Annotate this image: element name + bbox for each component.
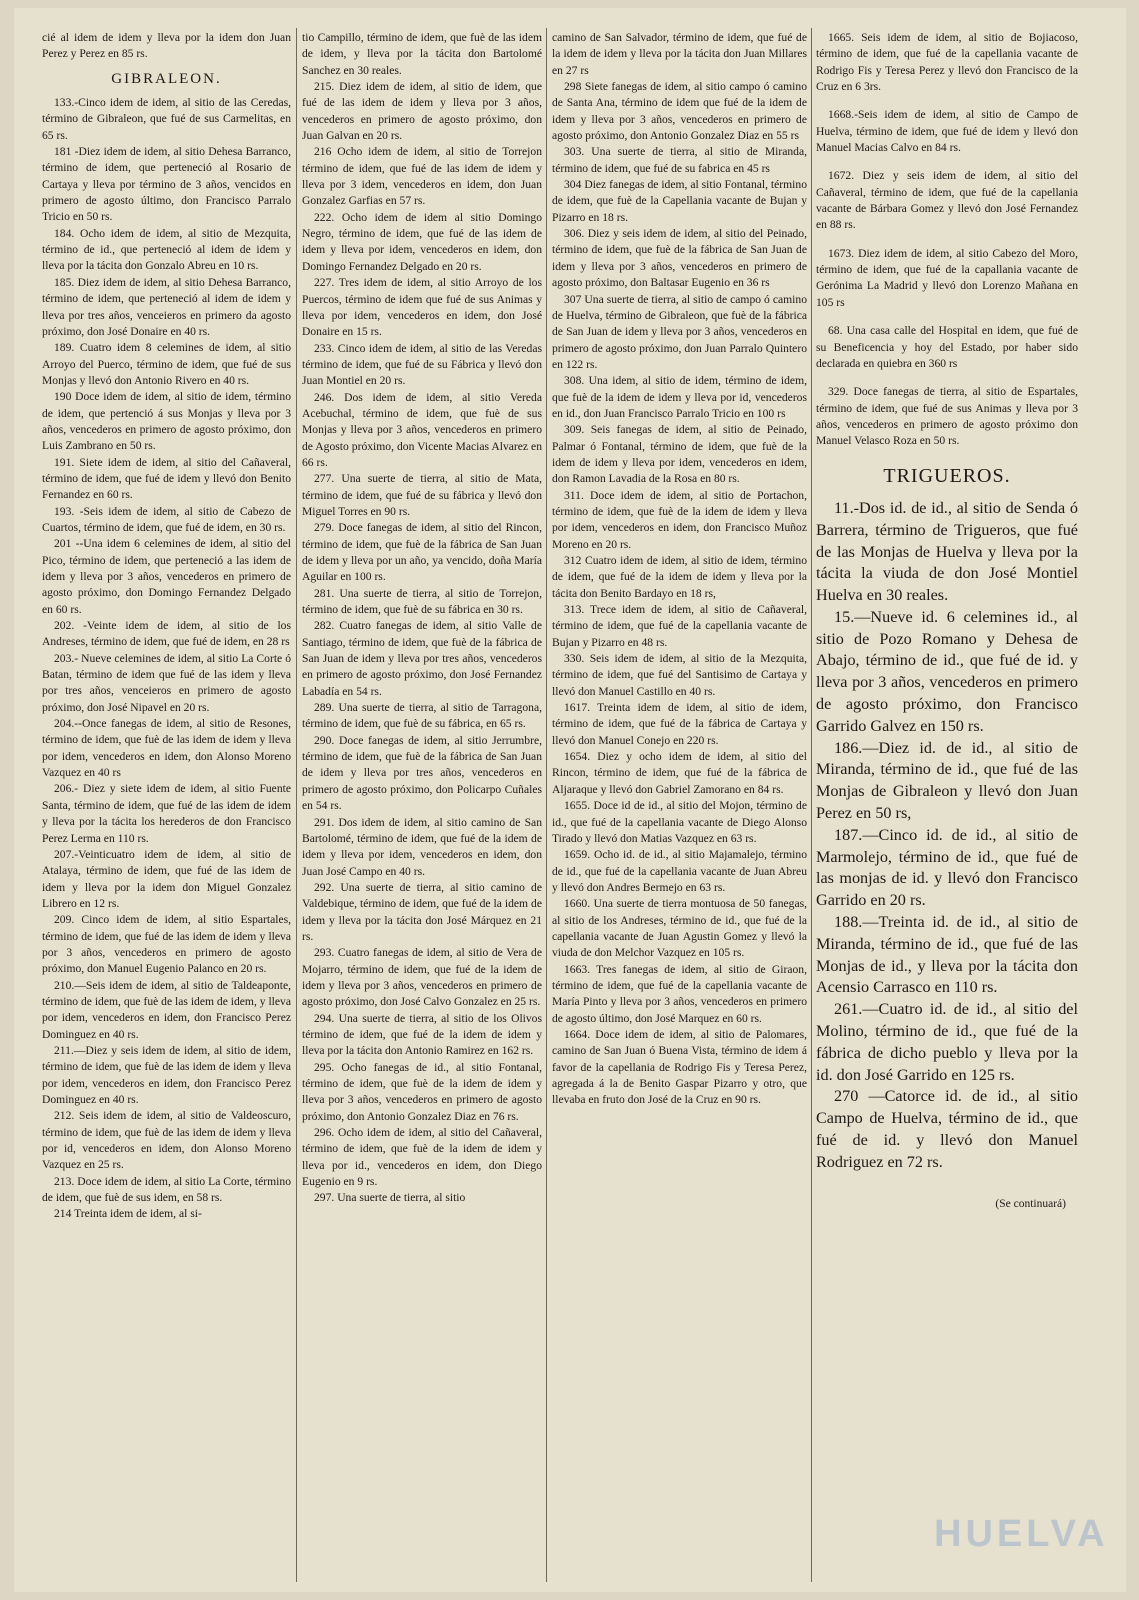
paragraph: 329. Doce fanegas de tierra, al sitio de Espartales, término de idem, que fué de sus Animas y lleva por 3 años, vencederos en primero de agosto próximo don Manuel Velasco Roza en 50 rs. <box>816 385 1078 448</box>
column-rule <box>811 28 812 1582</box>
paragraph: 1664. Doce idem de idem, al sitio de Palomares, camino de San Juan ó Buena Vista, término de idem á favor de la capellania de Rodrigo Fis y Teresa Perez, agregada á la de Benito Gaspar Pizarro y otro, que llevaba en fruto don José de la Cruz en 90 rs. <box>552 1027 807 1107</box>
paragraph: 11.-Dos id. de id., al sitio de Senda ó Barrera, término de Trigueros, que fué de las Monjas de Huelva y lleva por la tácita la viuda de don José Montiel Huelva en 30 reales. <box>816 498 1078 605</box>
paragraph: 188.—Treinta id. de id., al sitio de Miranda, término de id., que fué de las Monjas de id., y lleva por la tácita don Acensio Carrasco en 110 rs. <box>816 913 1078 997</box>
paragraph: 191. Siete idem de idem, al sitio del Cañaveral, término de idem, que fué de idem y llevó don Benito Fernandez en 60 rs. <box>42 455 291 502</box>
paragraph: 330. Seis idem de idem, al sitio de la Mezquita, término de idem, que fué del Santisimo de Cartaya y llevó don Manuel Castillo en 40 rs. <box>552 652 807 698</box>
paragraph: tio Campillo, término de idem, que fuè de las idem de idem, y lleva por la tácita don Bartolomé Sanchez en 30 reales. <box>302 31 542 77</box>
paragraph: 212. Seis idem de idem, al sitio de Valdeoscuro, término de idem, que fuè de las idem de idem y lleva por id, vencederos en idem, don Alonso Moreno Vazquez en 25 rs. <box>42 1109 291 1172</box>
paragraph: 133.-Cinco idem de idem, al sitio de las Ceredas, término de Gibraleon, que fué de sus Carmelitas, en 65 rs. <box>42 96 291 142</box>
paragraph: 1655. Doce id de id., al sitio del Mojon, término de id., que fué de la capellania vacante de Diego Alonso Tirado y llevó don Matias Vazquez en 63 rs. <box>552 799 807 845</box>
paragraph: 202. -Veinte idem de idem, al sitio de los Andreses, término de idem, que fué de idem, en 28 rs <box>42 619 291 649</box>
paragraph: 293. Cuatro fanegas de idem, al sitio de Vera de Mojarro, término de idem, que fué de la idem de idem y lleva por 3 años, vencederos en primero de agosto próximo, don José Calvo Gonzalez en 25 rs. <box>302 946 542 1009</box>
paragraph: 210.—Seis idem de idem, al sitio de Taldeaponte, término de idem, que fuè de las idem de idem, y lleva por idem, vencederos en idem, don Francisco Perez Dominguez en 40 rs. <box>42 978 291 1041</box>
paragraph: 227. Tres idem de idem, al sitio Arroyo de los Puercos, término de idem que fué de sus Animas y lleva por idem, vencederos en idem, don José Donaire en 15 rs. <box>302 276 542 339</box>
paragraph: 189. Cuatro idem 8 celemines de idem, al sitio Arroyo del Puerco, término de idem, que fué de sus Monjas y llevó don Antonio Rivero en 40 rs. <box>42 341 291 387</box>
paragraph: 213. Doce idem de idem, al sitio La Corte, término de idem, que fuè de sus idem, en 58 rs. <box>42 1174 291 1205</box>
paragraph: 185. Diez idem de idem, al sitio Dehesa Barranco, término de idem, que perteneció al idem de idem y lleva por tres años, venceieros en primero da agosto próximo, don José Donaire en 40 rs. <box>42 275 291 338</box>
paragraph: 233. Cinco idem de idem, al sitio de las Veredas término de idem, que fué de su Fábrica y llevó don Juan Montiel en 20 rs. <box>302 341 542 388</box>
paragraph: 292. Una suerte de tierra, al sitio camino de Valdebique, término de idem, que fué de la idem de idem y lleva por la tácita don José Márquez en 21 rs. <box>302 880 542 943</box>
paragraph: 261.—Cuatro id. de id., al sitio del Molino, término de id., que fué de la fábrica de dicho pueblo y lleva por la id. don José Garrido en 125 rs. <box>816 1000 1078 1084</box>
paragraph: 1659. Ocho id. de id., al sitio Majamalejo, término de id., que fué de la capellania vacante de Juan Abreu y llevó don Andres Bermejo en 63 rs. <box>552 848 807 894</box>
column-4 <box>816 30 1078 1584</box>
section-heading-trigueros: TRIGUEROS. <box>883 464 1011 487</box>
paragraph: 308. Una idem, al sitio de idem, término de idem, que fuè de la idem de idem y lleva por id, vencederos en id., don Juan Francisco Parralo Tricio en 100 rs <box>552 374 807 420</box>
paragraph: 1668.-Seis idem de idem, al sitio de Campo de Huelva, término de idem, que fué de idem y llevó don Manuel Macias Calvo en 84 rs. <box>816 108 1078 155</box>
paragraph: 289. Una suerte de tierra, al sitio de Tarragona, término de idem, que fuè de su fábrica, en 65 rs. <box>302 701 542 731</box>
paragraph: 277. Una suerte de tierra, al sitio de Mata, término de idem, que fué de su fábrica y llevó don Miguel Torres en 90 rs. <box>302 472 542 518</box>
paragraph: 294. Una suerte de tierra, al sitio de los Olivos término de idem, que fué de la idem de idem y lleva por la tácita don Antonio Ramirez en 162 rs. <box>302 1011 542 1058</box>
paragraph: 1660. Una suerte de tierra montuosa de 50 fanegas, al sitio de los Andreses, término de id., que fué de la capellania vacante de Juan Agustin Gomez y llevó la viuda de don Melchor Vazquez en 105 rs. <box>552 897 807 960</box>
watermark-logo: HUELVA <box>934 1513 1109 1555</box>
paragraph: 309. Seis fanegas de idem, al sitio de Peinado, Palmar ó Fontanal, término de idem, que fuè de la idem de idem y lleva por idem, vencederos en idem, don Ramon Lavadia de la Rosa en 80 rs. <box>552 423 807 486</box>
paragraph: 222. Ocho idem de idem al sitio Domingo Negro, término de idem, que fué de las idem de idem y lleva por idem, vencederos en idem, don Domingo Fernandez Delgado en 20 rs. <box>302 210 542 273</box>
paragraph: 291. Dos idem de idem, al sitio camino de San Bartolomé, término de idem, que fué de la idem de idem y lleva por idem, vencederos en idem, don Juan José Campo en 40 rs. <box>302 815 542 878</box>
paragraph: 306. Diez y seis idem de idem, al sitio del Peinado, término de idem, que fuè de la fábrica de San Juan de idem y lleva por 3 años, vencederos en primero de agosto próximo, don Baltasar Eugenio en 36 rs <box>552 227 807 290</box>
paragraph: 1665. Seis idem de idem, al sitio de Bojiacoso, término de idem, que fué de la capellania vacante de Rodrigo Fis y Teresa Perez y llevó don Francisco de la Cruz en 6 3rs. <box>816 31 1078 94</box>
paragraph: 68. Una casa calle del Hospital en idem, que fué de su Beneficencia y hoy del Estado, por haber sido declarada en quiebra en 360 rs <box>816 324 1078 370</box>
paragraph: 193. -Seis idem de idem, al sitio de Cabezo de Cuartos, término de idem, que fué de idem, en 30 rs. <box>42 504 291 534</box>
paragraph: 216 Ocho idem de idem, al sitio de Torrejon término de idem, que fué de las idem de idem y lleva por 3 idem, vencederos en idem, don Juan Gonzalez Garfias en 57 rs. <box>302 145 542 208</box>
paragraph: 303. Una suerte de tierra, al sitio de Miranda, término de idem, que fué de su fabrica en 45 rs <box>552 145 807 175</box>
paragraph: 298 Siete fanegas de idem, al sitio campo ó camino de Santa Ana, término de idem que fué de la idem de idem y lleva por 3 años, vencederos en primero de agosto próximo, don Antonio Gonzalez Diaz en 55 rs <box>552 80 807 143</box>
paragraph: 187.—Cinco id. de id., al sitio de Marmolejo, término de id., que fué de las monjas de id. y llevó don Francisco Garrido en 20 rs. <box>816 825 1078 910</box>
section-heading-gibraleon: GIBRALEON. <box>111 70 222 87</box>
paragraph: 215. Diez idem de idem, al sitio de idem, que fué de las idem de idem y lleva por 3 años, vencederos en primero de agosto próximo, don Juan Galvan en 20 rs. <box>302 80 542 143</box>
paragraph: 211.—Diez y seis idem de idem, al sitio de idem, término de idem, que fuè de las idem de idem y lleva por idem, vencederos en idem, don Francisco Perez Dominguez en 40 rs. <box>42 1043 291 1106</box>
paragraph: 1663. Tres fanegas de idem, al sitio de Giraon, término de idem, que fué de la capellania vacante de María Pinto y lleva por 3 años, vencederos en primero de agosto último, don José Marquez en 60 rs. <box>552 962 807 1025</box>
trigueros-entries <box>816 498 1078 1174</box>
column-rule <box>296 28 297 1582</box>
paragraph: 15.—Nueve id. 6 celemines id., al sitio de Pozo Romano y Dehesa de Abajo, término de id., que fué de id. y lleva por 3 años, vencederos en primero de agosto próximo, don Francisco Garrido Galvez en 150 rs. <box>816 607 1078 735</box>
column-rule <box>546 28 547 1582</box>
newspaper-page <box>14 8 1126 1592</box>
paragraph: 190 Doce idem de idem, al sitio de idem, término de idem, que pertenció á sus Monjas y lleva por 3 años, vencederos en primero de agosto próximo, don Luis Zambrano en 50 rs. <box>42 390 291 453</box>
paragraph: cié al idem de idem y lleva por la idem don Juan Perez y Perez en 85 rs. <box>42 31 291 61</box>
paragraph: 279. Doce fanegas de idem, al sitio del Rincon, término de idem, que fuè de la fábrica de San Juan de idem y lleva por un año, ya vencido, doña María Aguilar en 100 rs. <box>302 521 542 584</box>
paragraph: 1672. Diez y seis idem de idem, al sitio del Cañaveral, término de idem, que fué de la capellania vacante de Bárbara Gomez y llevó don José Fernandez en 88 rs. <box>816 169 1078 232</box>
paragraph: 304 Diez fanegas de idem, al sitio Fontanal, término de idem, que fuè de la Capellania vacante de Bujan y Pizarro en 18 rs. <box>552 178 807 224</box>
paragraph: 181 -Diez idem de idem, al sitio Dehesa Barranco, término de idem, que perteneció al Rosario de Cartaya y lleva por término de 3 años, vencidos en primero de agosto último, don Francisco Parralo Tricio en 50 rs. <box>42 145 291 224</box>
paragraph: 296. Ocho idem de idem, al sitio del Cañaveral, término de idem, que fuè de la idem de idem y lleva por id., vencederos en idem, don Diego Eugenio en 9 rs. <box>302 1126 542 1189</box>
paragraph: 313. Trece idem de idem, al sitio de Cañaveral, término de idem, que fué de la capellania vacante de Bujan y Pizarro en 48 rs. <box>552 603 807 649</box>
paragraph: 207.-Veinticuatro idem de idem, al sitio de Atalaya, término de idem, que fué de las idem de idem y lleva por la idem don Miguel Gonzalez Librero en 12 rs. <box>42 847 291 910</box>
paragraph: 186.—Diez id. de id., al sitio de Miranda, término de id., que fué de las Monjas de Gibraleon y llevó don Juan Perez en 50 rs, <box>816 738 1078 823</box>
paragraph: 282. Cuatro fanegas de idem, al sitio Valle de Santiago, término de idem, que fuè de la fábrica de San Juan de idem y lleva por tres años, vencederos en primero de agosto próximo, don José Fernandez Labadía en 54 rs. <box>302 619 542 698</box>
paragraph: 203.- Nueve celemines de idem, al sitio La Corte ó Batan, término de idem que fué de las idem y lleva por tres años, venceieros en primero de agosto próximo, don José Nipavel en 20 rs. <box>42 651 291 714</box>
column-2 <box>302 30 542 1584</box>
paragraph: 307 Una suerte de tierra, al sitio de campo ó camino de Huelva, término de Gibraleon, que fuè de la fábrica de San Juan de idem y lleva por 3 años, vencederos en primero de agosto próximo, don Juan Parralo Quintero en 122 rs. <box>552 292 807 371</box>
column-3 <box>552 30 807 1584</box>
paragraph: 297. Una suerte de tierra, al sitio <box>314 1191 466 1205</box>
continued-note: (Se continuará) <box>995 1197 1066 1210</box>
paragraph: 246. Dos idem de idem, al sitio Vereda Acebuchal, término de idem, que fuè de sus Monjas y lleva por 3 años, vencederos en primero de Agosto próximo, don Vicente Macias Alvarez en 66 rs. <box>302 390 542 469</box>
paragraph: camino de San Salvador, término de idem, que fué de la idem de idem y lleva por la tácita don Juan Millares en 27 rs <box>552 31 807 77</box>
paragraph: 281. Una suerte de tierra, al sitio de Torrejon, término de idem, que fuè de su fábrica en 30 rs. <box>302 586 542 617</box>
paragraph: 201 --Una idem 6 celemines de idem, al sitio del Pico, término de idem, que perteneció a las idem de idem y lleva por 3 años, vencederos en primero de agosto próximo, don Domingo Fernandez Delgado en 60 rs. <box>42 537 291 616</box>
paragraph: 311. Doce idem de idem, al sitio de Portachon, término de idem, que fuè de la idem de idem y lleva por idem, vencederos en idem, don Francisco Muñoz Moreno en 20 rs. <box>552 488 807 551</box>
paragraph: 295. Ocho fanegas de id., al sitio Fontanal, término de idem, que fuè de la idem de idem y lleva por 3 años, vencederos en primero de agosto próximo, don Antonio Gonzalez Diaz en 76 rs. <box>302 1060 542 1123</box>
column-1 <box>42 30 291 1584</box>
paragraph: 270 —Catorce id. de id., al sitio Campo de Huelva, término de id., que fué de id. y llevó don Manuel Rodriguez en 72 rs. <box>816 1087 1078 1171</box>
paragraph: 184. Ocho idem de idem, al sitio de Mezquita, término de id., que perteneció al idem de idem y lleva por la tácita don Gonzalo Abreu en 10 rs. <box>42 226 291 273</box>
paragraph: 209. Cinco idem de idem, al sitio Espartales, término de idem, que fué de las idem de idem y lleva por 3 años, vencederos en primero de agosto próximo, don Manuel Eugenio Palanco en 20 rs. <box>42 913 291 976</box>
paragraph: 1654. Diez y ocho idem de idem, al sitio del Rincon, término de idem, que fué de la fábrica de Aljaraque y llevó don Gabriel Zamorano en 84 rs. <box>552 750 807 796</box>
paragraph: 290. Doce fanegas de idem, al sitio Jerrumbre, término de idem, que fuè de la fábrica de San Juan de idem y lleva por tres años, vencederos en primero de agosto próximo, don Policarpo Cuñales en 54 rs. <box>302 733 542 813</box>
paragraph: 1673. Diez idem de idem, al sitio Cabezo del Moro, término de idem, que fué de la capallania vacante de Gerónima La Madrid y llevó don Lorenzo Mañana en 105 rs <box>816 246 1078 309</box>
paragraph: 1617. Treinta idem de idem, al sitio de idem, término de idem, que fué de la fábrica de Cartaya y llevó don Manuel Conejo en 220 rs. <box>552 701 807 747</box>
paragraph: 214 Treinta idem de idem, al si- <box>54 1207 202 1221</box>
paragraph: 312 Cuatro idem de idem, al sitio de idem, término de idem, que fué de la idem de idem y lleva por la tácita don Benito Bardayo en 18 rs, <box>552 554 807 600</box>
paragraph: 206.- Diez y siete idem de idem, al sitio Fuente Santa, término de idem, que fué de las idem de idem y lleva por la tácita los herederos de don Francisco Perez Lerma en 110 rs. <box>42 782 291 845</box>
paragraph: 204.--Once fanegas de idem, al sitio de Resones, término de idem, que fuè de las idem de idem y lleva por idem, vencederos en idem, don Alonso Moreno Vazquez en 40 rs <box>42 717 291 780</box>
